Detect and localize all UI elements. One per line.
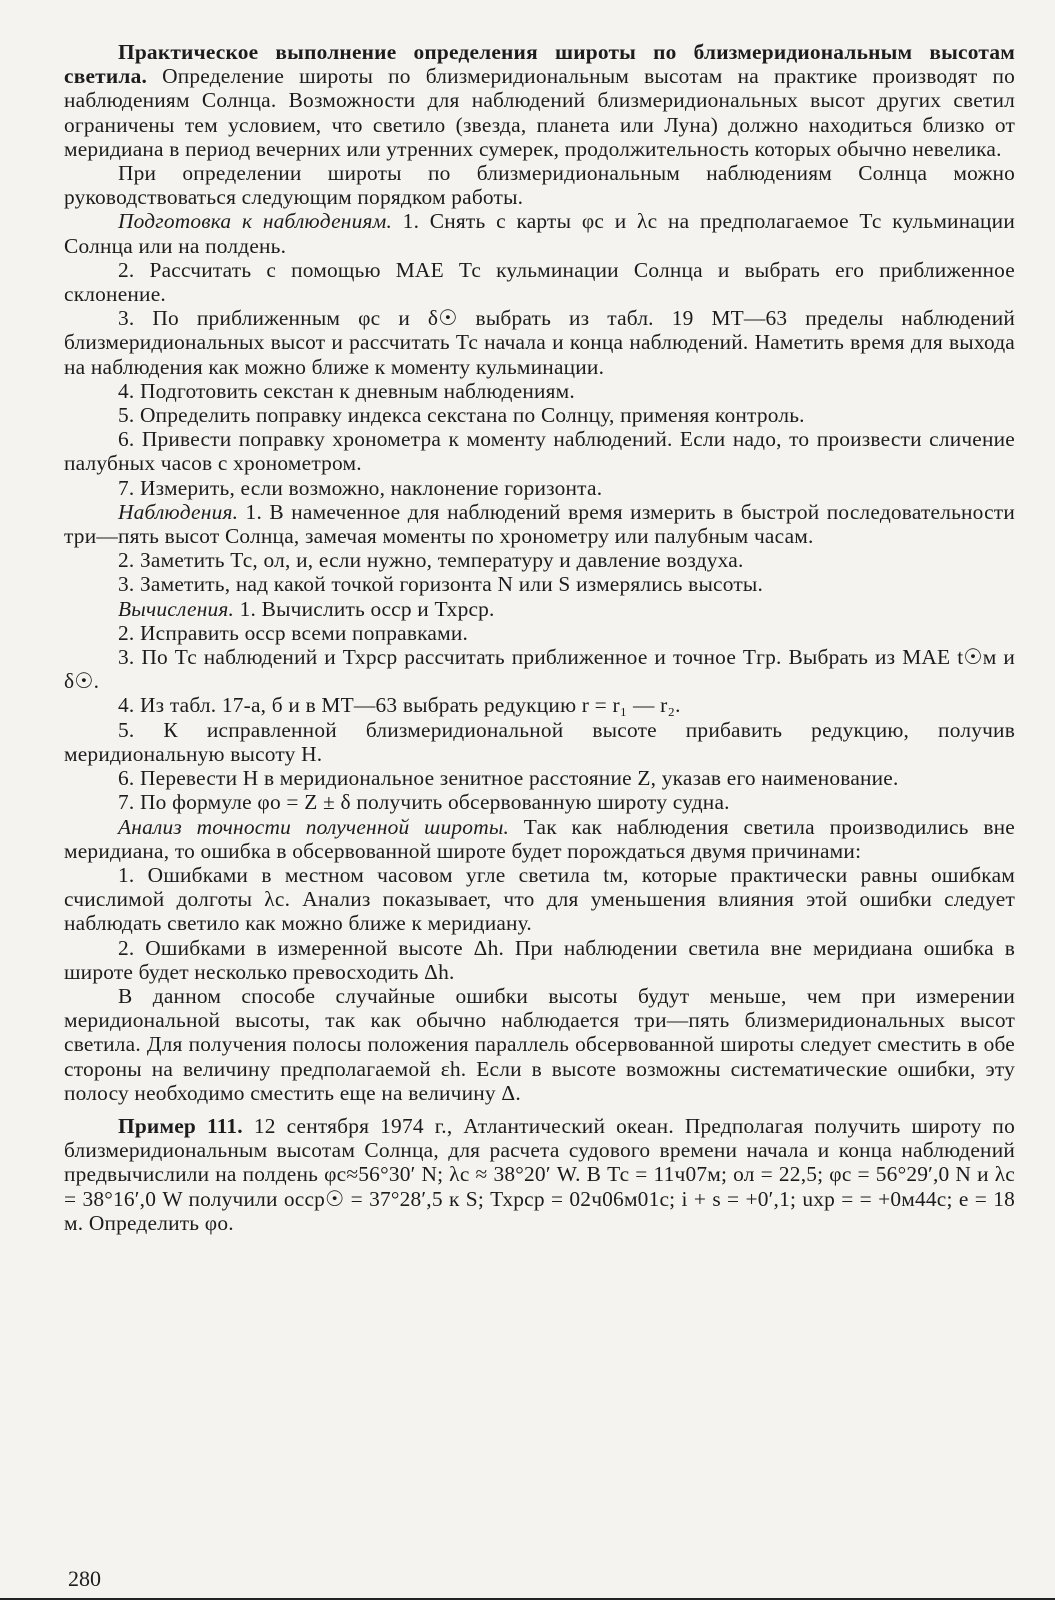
subsection-heading: Подготовка к наблюдениям. [118,209,393,234]
page-number: 280 [68,1566,101,1591]
list-item: 2. Ошибками в измеренной высоте Δh. При наблюдении светила вне меридиана ошибка в широте будет несколько превосходить Δh. [64,935,1015,984]
list-item: 1. Ошибками в местном часовом угле светила tм, которые практически равны ошибкам счислимой долготы λс. Анализ показывает, что для уменьшения влияния этой ошибки следует наблюдать светило как можно ближе к меридиану. [64,862,1015,936]
subsection-heading: Анализ точности полученной широты. [118,814,510,839]
list-item: 5. Определить поправку индекса секстана по Солнцу, применяя контроль. [118,403,805,428]
section-heading: Практическое выполнение определения широты по близмеридиональным высотам светила. [64,40,1015,89]
list-item: 6. Привести поправку хронометра к моменту наблюдений. Если надо, то произвести сличение палубных часов с хронометром. [64,427,1015,476]
subsection-heading: Наблюдения. [118,499,239,524]
example-heading: Пример 111. [118,1113,243,1138]
list-item: 3. Заметить, над какой точкой горизонта N или S измерялись высоты. [118,572,763,597]
list-item: 3. По Тс наблюдений и Тхрср рассчитать приближенное и точное Тгр. Выбрать из МАЕ t☉м и δ☉. [64,645,1015,694]
paragraph: Практическое выполнение определения широты по близмеридиональным высотам светила. Определение широты по близмеридиональным высотам на практике производят по наблюдениям Солнца. Возможности для наблюдений близмеридиональных высот других светил ограничены тем условием, что светило (звезда, планета или Луна) должно находиться близко от меридиана в период вечерних или утренних сумерек, продолжительность которых обычно невелика. [64,40,1015,161]
paragraph: Наблюдения. 1. В намеченное для наблюдений время измерить в быстрой последовательности три—пять высот Солнца, замечая моменты по хронометру или палубным часам. [64,499,1015,549]
list-item: 5. К исправленной близмеридиональной высоте прибавить редукцию, получив меридиональную высоту H. [64,717,1015,766]
paragraph: В данном способе случайные ошибки высоты будут меньше, чем при измерении меридиональной высоты, так как обычно наблюдается три—пять близмеридиональных высот светила. Для получения полосы положения параллель обсервованной широты следует сместить в обе стороны на величину предполагаемой εh. Если в высоте возможны систематические ошибки, эту полосу необходимо сместить еще на величину Δ. [64,983,1015,1105]
list-item: 2. Исправить ocср всеми поправками. [118,620,469,645]
subsection-heading: Вычисления. [118,596,235,621]
list-item: 4. Из табл. 17-а, б и в МТ—63 выбрать редукцию r = r₁ — r₂. [118,693,681,718]
list-item: 2. Рассчитать с помощью МАЕ Тс кульминации Солнца и выбрать его приближенное склонение. [64,257,1015,307]
body-text [64,40,1015,1235]
list-item: 3. По приближенным φс и δ☉ выбрать из табл. 19 МТ—63 пределы наблюдений близмеридиональных высот и рассчитать Тс начала и конца наблюдений. Наметить время для выхода на наблюдения как можно ближе к моменту кульминации. [64,306,1015,379]
list-item: 6. Перевести H в меридиональное зенитное расстояние Z, указав его наименование. [118,766,899,791]
list-item: 7. Измерить, если возможно, наклонение горизонта. [118,475,603,500]
paragraph: Вычисления. 1. Вычислить ocср и Тхрср. [118,596,495,621]
example-paragraph: Пример 111. 12 сентября 1974 г., Атлантический океан. Предполагая получить широту по близмеридиональным высотам Солнца, для расчета судового времени начала и конца наблюдений предвычислили на полдень φс≈56°30′ N; λс ≈ 38°20′ W. В Тс = 11ч07м; ол = 22,5; φс = 56°29′,0 N и λс = 38°16′,0 W получили ocср☉ = 37°28′,5 к S; Тхрср = 02ч06м01с; i + s = +0′,1; uхр = = +0м44с; e = 18 м. Определить φо. [64,1113,1015,1235]
paragraph: Подготовка к наблюдениям. 1. Снять с карты φс и λс на предполагаемое Тс кульминации Солнца или на полдень. [64,209,1015,258]
list-item: 2. Заметить Тс, ол, и, если нужно, температуру и давление воздуха. [118,548,744,573]
list-item: 7. По формуле φо = Z ± δ получить обсервованную широту судна. [118,790,730,815]
list-item: 4. Подготовить секстан к дневным наблюдениям. [118,378,575,403]
paragraph: При определении широты по близмеридиональным наблюдениям Солнца можно руководствоваться следующим порядком работы. [64,161,1015,210]
paragraph: Анализ точности полученной широты. Так как наблюдения светила производились вне меридиана, то ошибка в обсервованной широте будет порождаться двумя причинами: [64,814,1015,863]
